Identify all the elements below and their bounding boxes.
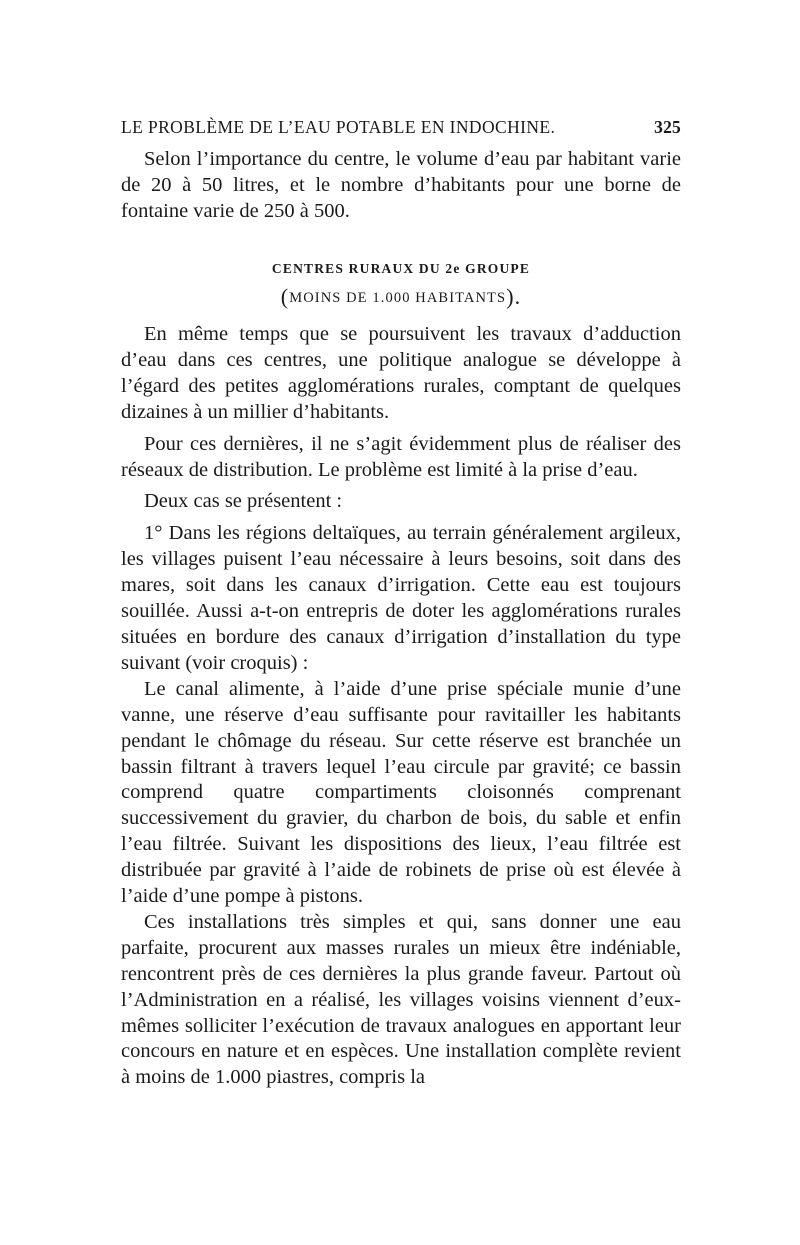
intro-paragraph: Selon l’importance du centre, le volume d’eau par habitant varie de 20 à 50 litres, et le nombre d’habitants pour une borne de fontaine varie de 250 à 500. — [121, 148, 681, 222]
paragraph: Le canal alimente, à l’aide d’une prise spéciale munie d’une vanne, une réserve d’eau suffisante pour ravitailler les habitants pendant le chômage du réseau. Sur cette réserve est branchée un bassin filtrant à travers lequel l’eau circule par gravité; ce bassin comprend quatre compartiments cloisonnés comprenant successivement du gravier, du charbon de bois, du sable et enfin l’eau filtrée. Suivant les dispositions des lieux, l’eau filtrée est distribuée par gravité à l’aide de robinets de prise où est élevée à l’aide d’une pompe à pistons. — [121, 677, 681, 908]
paragraph: En même temps que se poursuivent les travaux d’adduction d’eau dans ces centres, une politique analogue se développe à l’égard des petites agglomérations rurales, comptant de quelques dizaines à un millier d’habitants. — [121, 323, 681, 423]
body-text — [121, 322, 681, 1091]
intro-text — [121, 147, 681, 225]
paragraph: Pour ces dernières, il ne s’agit évidemment plus de réaliser des réseaux de distribution. Le problème est limité à la prise d’eau. — [121, 432, 681, 481]
section-heading: CENTRES RURAUX DU 2e GROUPE — [271, 261, 531, 276]
running-head — [121, 117, 681, 138]
subheading-close-paren: ). — [506, 284, 522, 309]
running-head-title: LE PROBLÈME DE L’EAU POTABLE EN INDOCHINE. — [121, 117, 556, 137]
paragraph: Deux cas se présentent : — [144, 490, 343, 513]
subheading-open-paren: ( — [280, 284, 290, 309]
page-number: 325 — [654, 117, 681, 137]
paragraph: Ces installations très simples et qui, sans donner une eau parfaite, procurent aux masses rurales un mieux être indéniable, rencontrent près de ces dernières la plus grande faveur. Partout où l’Administration en a réalisé, les villages voisins viennent d’eux-mêmes solliciter l’exécution de travaux analogues en apportant leur concours en nature et en espèces. Une installation complète revient à moins de 1.000 piastres, compris la — [121, 910, 681, 1089]
paragraph: 1° Dans les régions deltaïques, au terrain généralement argileux, les villages puisent l’eau nécessaire à leurs besoins, soit dans des mares, soit dans les canaux d’irrigation. Cette eau est toujours souillée. Aussi a-t-on entrepris de doter les agglomérations rurales situées en bordure des canaux d’irrigation d’installation du type suivant (voir croquis) : — [121, 522, 681, 674]
subheading-text: MOINS DE 1.000 HABITANTS — [289, 290, 507, 306]
section-subheading — [121, 284, 681, 310]
